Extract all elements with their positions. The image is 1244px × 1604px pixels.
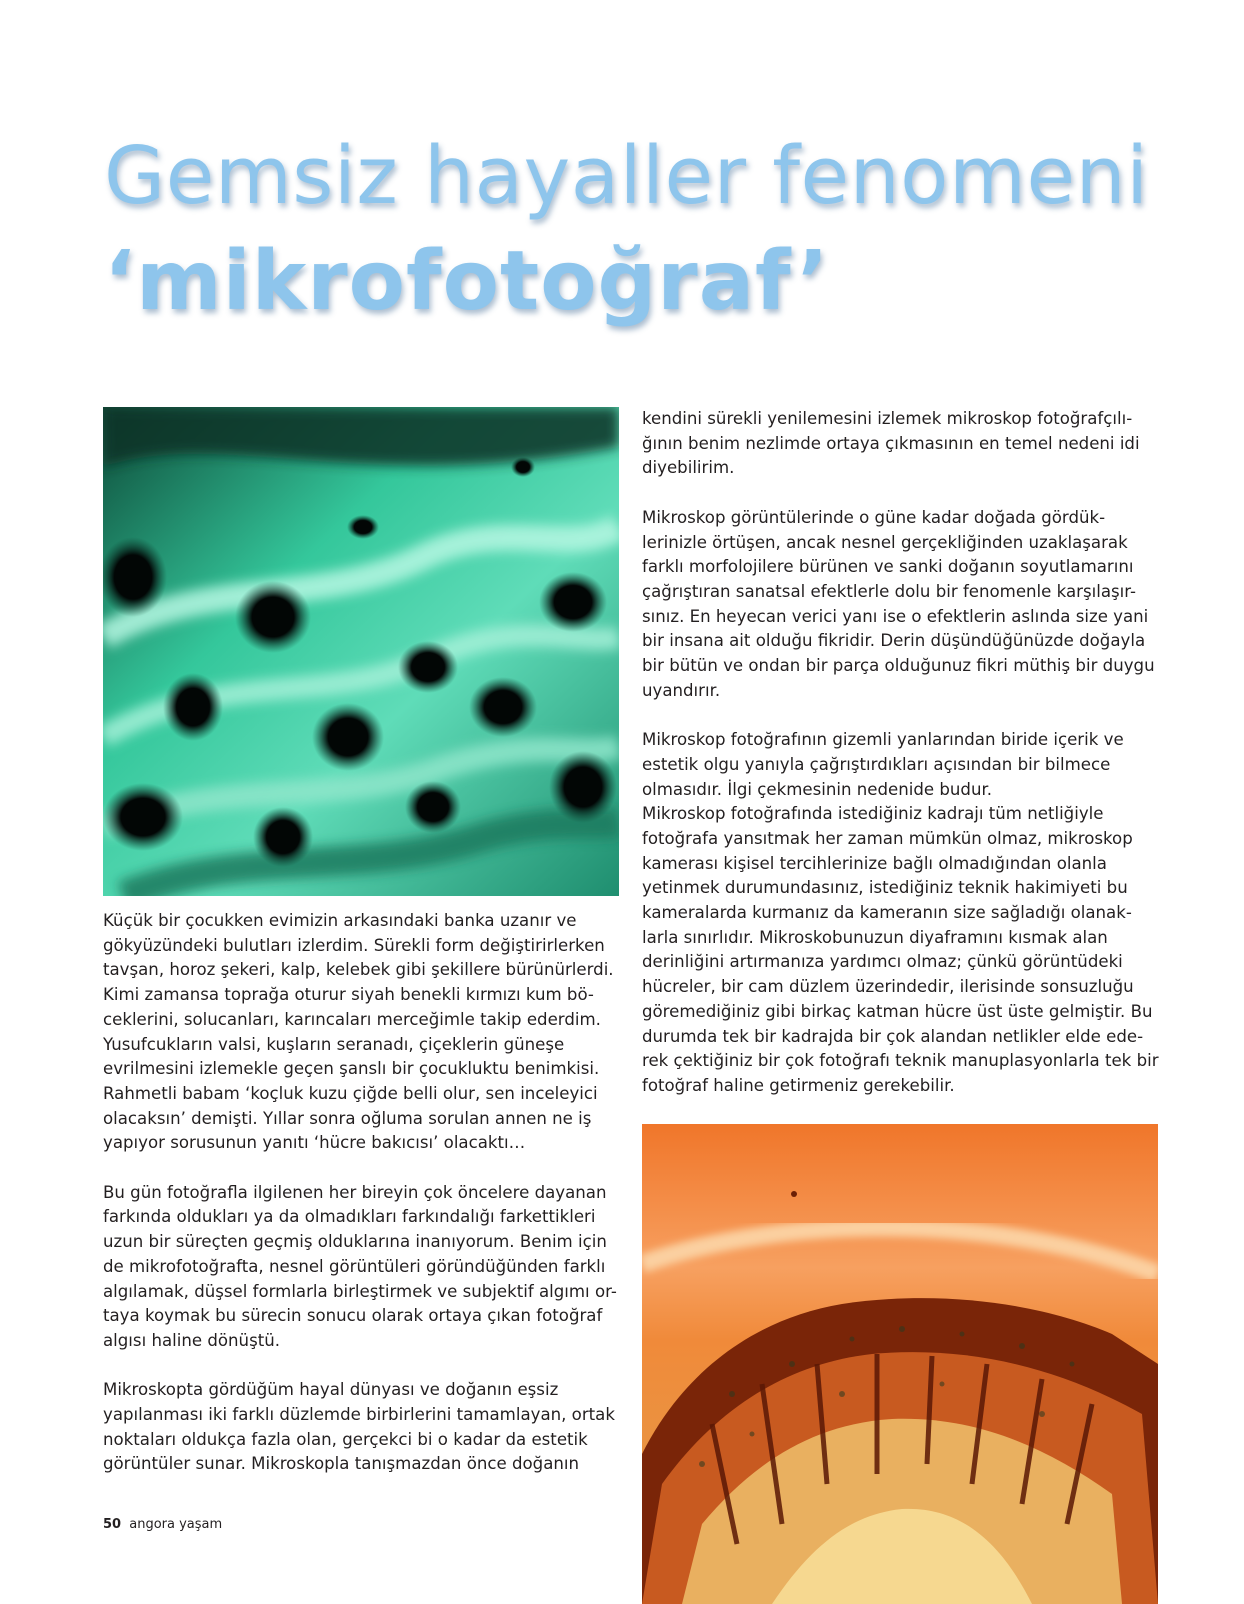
paragraph: Küçük bir çocukken evimizin arkasındaki banka uzanır ve gökyüzündeki bulutları izlerdim. Sürekli form değiştirirlerken tavşan, horoz şekeri, kalp, kelebek gibi şekillere bürünürlerdi. Kimi zamansa toprağa oturur siyah benekli kırmızı kum bö- ceklerini, solucanları, karıncaları merceğimle takip ederdim. Yusufcukların valsi, kuşların seranadı, çiçeklerin güneşe evrilmesini izlemekle geçen şanslı bir çocukluktu benimkisi. Rahmetli babam ‘koçluk kuzu çiğde belli olur, sen inceleyici olacaksın’ demişti. Yıllar sonra oğluma sorulan annen ne iş yapıyor sorusunun yanıtı ‘hücre bakıcısı’ olacaktı… (103, 911, 614, 1153)
page-number: 50 (103, 1517, 122, 1532)
paragraph: Mikroskop fotoğrafında istediğiniz kadrajı tüm netliğiyle fotoğrafa yansıtmak her zaman mümkün olmaz, mikroskop kamerası kişisel tercihlerinize bağlı olmadığından olanla yetinmek durumundasınız, istediğiniz teknik hakimiyeti bu kameralarda kurmanız da kameranın size sağladığı olanak- larla sınırlıdır. Mikroskobunuzun diyaframını kısmak alan derinliğini artırmanıza yardımcı olmaz; çünkü görüntüdeki hücreler, bir cam düzlem üzerindedir, ilerisinde sonsuzluğu göremediğiniz gibi birkaç katman hücre üst üste gelmiştir. Bu durumda tek bir kadrajda bir çok alandan netlikler elde ede- rek çektiğiniz bir çok fotoğrafı teknik manuplasyonlarla tek bir fotoğraf haline getirmeniz gerekebilir. (642, 804, 1159, 1095)
left-text-column (103, 909, 623, 1477)
article-title (104, 120, 1149, 332)
paragraph: Bu gün fotoğrafla ilgilenen her bireyin çok öncelere dayanan farkında oldukları ya da olmadıkları farkındalığı farkettikleri uzun bir süreçten geçmiş olduklarına inanıyorum. Benim için de mikrofotoğrafta, nesnel görüntüleri göründüğünden farklı algılamak, düşsel formlarla birleştirmek ve subjektif algımı or- taya koymak bu sürecin sonucu olarak ortaya çıkan fotoğraf algısı haline dönüştü. (103, 1182, 617, 1350)
publication-name: angora yaşam (129, 1517, 223, 1532)
title-line-1: Gemsiz hayaller fenomeni (104, 130, 1149, 222)
page-footer (103, 1515, 222, 1535)
paragraph: Mikroskop görüntülerinde o güne kadar doğada gördük- lerinizle örtüşen, ancak nesnel gerçekliğinden uzaklaşarak farklı morfolojilere bürünen ve sanki doğanın soyutlamarını çağrıştıran sanatsal efektlerle dolu bir fenomenle karşılaşır- sınız. En heyecan verici yanı ise o efektlerin aslında size yani bir insana ait olduğu fikridir. Derin düşündüğünüzde doğayla bir bütün ve ondan bir parça olduğunuz fikri müthiş bir duygu uyandırır. (642, 507, 1155, 700)
title-line-2: ‘mikrofotoğraf’ (104, 234, 830, 329)
orange-micrograph-photo (642, 1124, 1158, 1604)
paragraph: Mikroskopta gördüğüm hayal dünyası ve doğanın eşsiz yapılanması iki farklı düzlemde birbirlerini tamamlayan, ortak noktaları oldukça fazla olan, gerçekci bi o kadar da estetik görüntüler sunar. Mikroskopla tanışmazdan önce doğanın (103, 1380, 615, 1474)
paragraph: Mikroskop fotoğrafının gizemli yanlarından biride içerik ve estetik olgu yanıyla çağrıştırdıkları açısından bir bilmece olmasıdır. İlgi çekmesinin nedenide budur. (642, 730, 1124, 799)
paragraph: kendini sürekli yenilemesini izlemek mikroskop fotoğrafçılı- ğının benim nezlimde ortaya çıkmasının en temel nedeni idi diyebilirim. (642, 409, 1140, 478)
green-micrograph-photo (103, 407, 619, 896)
right-text-column (642, 407, 1172, 1099)
